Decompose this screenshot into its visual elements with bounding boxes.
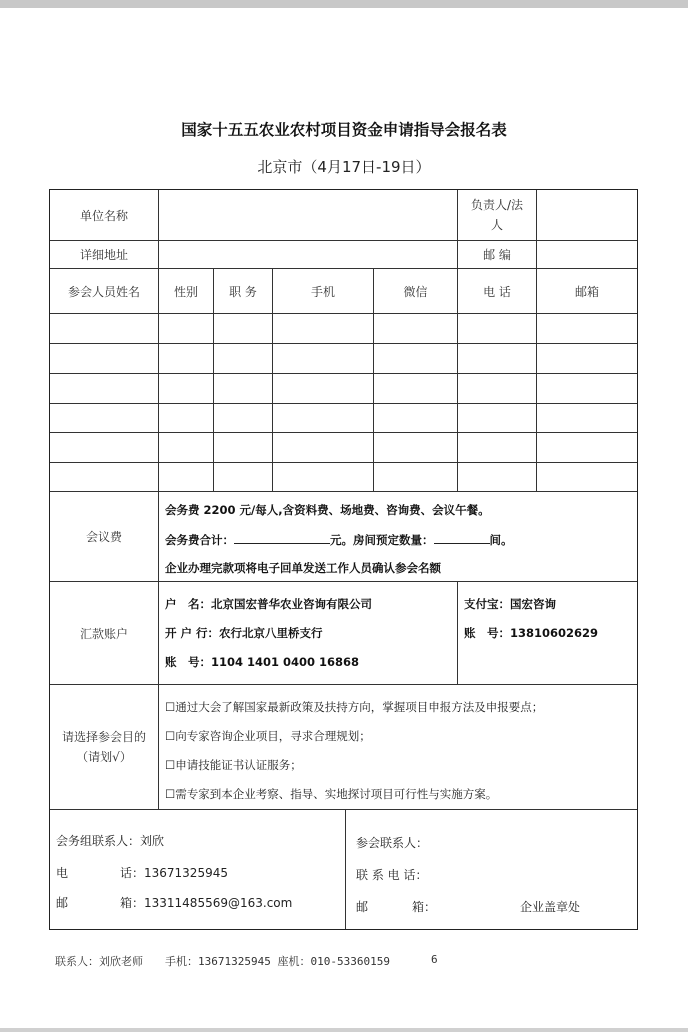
responsible-label-line1: 负责人/法 <box>470 198 524 212</box>
organizer-phone-label: 电 <box>56 866 69 880</box>
fee-line-3: 企业办理完款项将电子回单发送工作人员确认参会名额 <box>165 561 441 575</box>
table-row[interactable] <box>50 314 159 344</box>
purpose-label-line2: （请划√） <box>76 750 132 764</box>
seal-area-label: 企业盖章处 <box>520 900 581 914</box>
fee-label: 会议费 <box>50 492 159 582</box>
table-row[interactable] <box>50 404 159 433</box>
account-name: 户 名：北京国宏普华农业咨询有限公司 <box>165 597 372 611</box>
attendee-contact-label: 参会联系人： <box>356 836 429 850</box>
col-header-wechat: 微信 <box>374 269 458 314</box>
document-subtitle: 北京市（4月17日-19日） <box>257 158 431 176</box>
bank-account-details <box>159 582 458 685</box>
table-row[interactable] <box>50 463 159 492</box>
purpose-label-line1: 请选择参会目的 <box>61 730 146 744</box>
postcode-label: 邮 编 <box>458 241 537 269</box>
attendee-email-label-2: 箱： <box>412 900 437 914</box>
organizer-email-label: 邮 <box>56 896 69 910</box>
purpose-options <box>159 685 637 810</box>
attendee-phone-label: 联 系 电 话： <box>356 868 428 882</box>
fee-details <box>159 492 637 582</box>
organizer-phone: 话：13671325945 <box>120 866 228 880</box>
room-count-field[interactable] <box>434 533 490 544</box>
purpose-label <box>50 685 159 810</box>
responsible-person-label <box>458 190 537 241</box>
col-header-mobile: 手机 <box>273 269 374 314</box>
attendee-email-label: 邮 <box>356 900 369 914</box>
address-label: 详细地址 <box>50 241 159 269</box>
fee-line-2: 会务费合计： 元。房间预定数量： 间。 <box>165 533 513 547</box>
table-row[interactable] <box>50 344 159 374</box>
purpose-option-2[interactable]: ☐向专家咨询企业项目，寻求合理规划； <box>165 729 371 743</box>
fee-line-1: 会务费 2200 元/每人,含资料费、场地费、咨询费、会议午餐。 <box>165 503 490 517</box>
attendee-rows <box>50 314 637 492</box>
table-row[interactable] <box>50 433 159 463</box>
bank-account-label: 汇款账户 <box>50 582 159 685</box>
organizer-email: 箱：13311485569@163.com <box>120 896 293 910</box>
account-number: 账 号：1104 1401 0400 16868 <box>165 655 360 669</box>
col-header-name: 参会人员姓名 <box>50 269 159 314</box>
attendee-contact <box>346 810 637 929</box>
col-header-telephone: 电 话 <box>458 269 537 314</box>
purpose-option-3[interactable]: ☐申请技能证书认证服务； <box>165 758 302 772</box>
organizer-contact <box>50 810 346 929</box>
unit-name-label: 单位名称 <box>50 190 159 241</box>
alipay-details <box>458 582 637 685</box>
alipay-account: 账 号：13810602629 <box>464 626 599 640</box>
registration-table <box>49 189 638 930</box>
purpose-option-1[interactable]: ☐通过大会了解国家最新政策及扶持方向，掌握项目申报方法及申报要点； <box>165 700 544 714</box>
address-field[interactable] <box>159 241 458 269</box>
fee-total-field[interactable] <box>234 533 330 544</box>
purpose-option-4[interactable]: ☐需专家到本企业考察、指导、实地探讨项目可行性与实施方案。 <box>165 787 498 801</box>
organizer-contact-name: 会务组联系人：刘欣 <box>56 834 165 848</box>
postcode-field[interactable] <box>537 241 637 269</box>
footer-contact: 联系人：刘欣老师 手机：13671325945 座机：010-53360159 <box>55 955 390 968</box>
bottom-scroll-bar <box>0 1028 688 1032</box>
unit-name-field[interactable] <box>159 190 458 241</box>
responsible-person-field[interactable] <box>537 190 637 241</box>
col-header-position: 职 务 <box>214 269 273 314</box>
bank-name: 开 户 行：农行北京八里桥支行 <box>165 626 323 640</box>
alipay-name: 支付宝：国宏咨询 <box>464 597 556 611</box>
col-header-gender: 性别 <box>159 269 214 314</box>
top-scroll-bar <box>0 0 688 8</box>
col-header-email: 邮箱 <box>537 269 637 314</box>
attendee-phone-field[interactable] <box>476 862 626 878</box>
table-row[interactable] <box>50 374 159 404</box>
attendee-contact-field[interactable] <box>476 830 626 846</box>
document-title: 国家十五五农业农村项目资金申请指导会报名表 <box>181 121 507 139</box>
page-number: 6 <box>431 953 438 966</box>
responsible-label-line2: 人 <box>490 218 503 232</box>
